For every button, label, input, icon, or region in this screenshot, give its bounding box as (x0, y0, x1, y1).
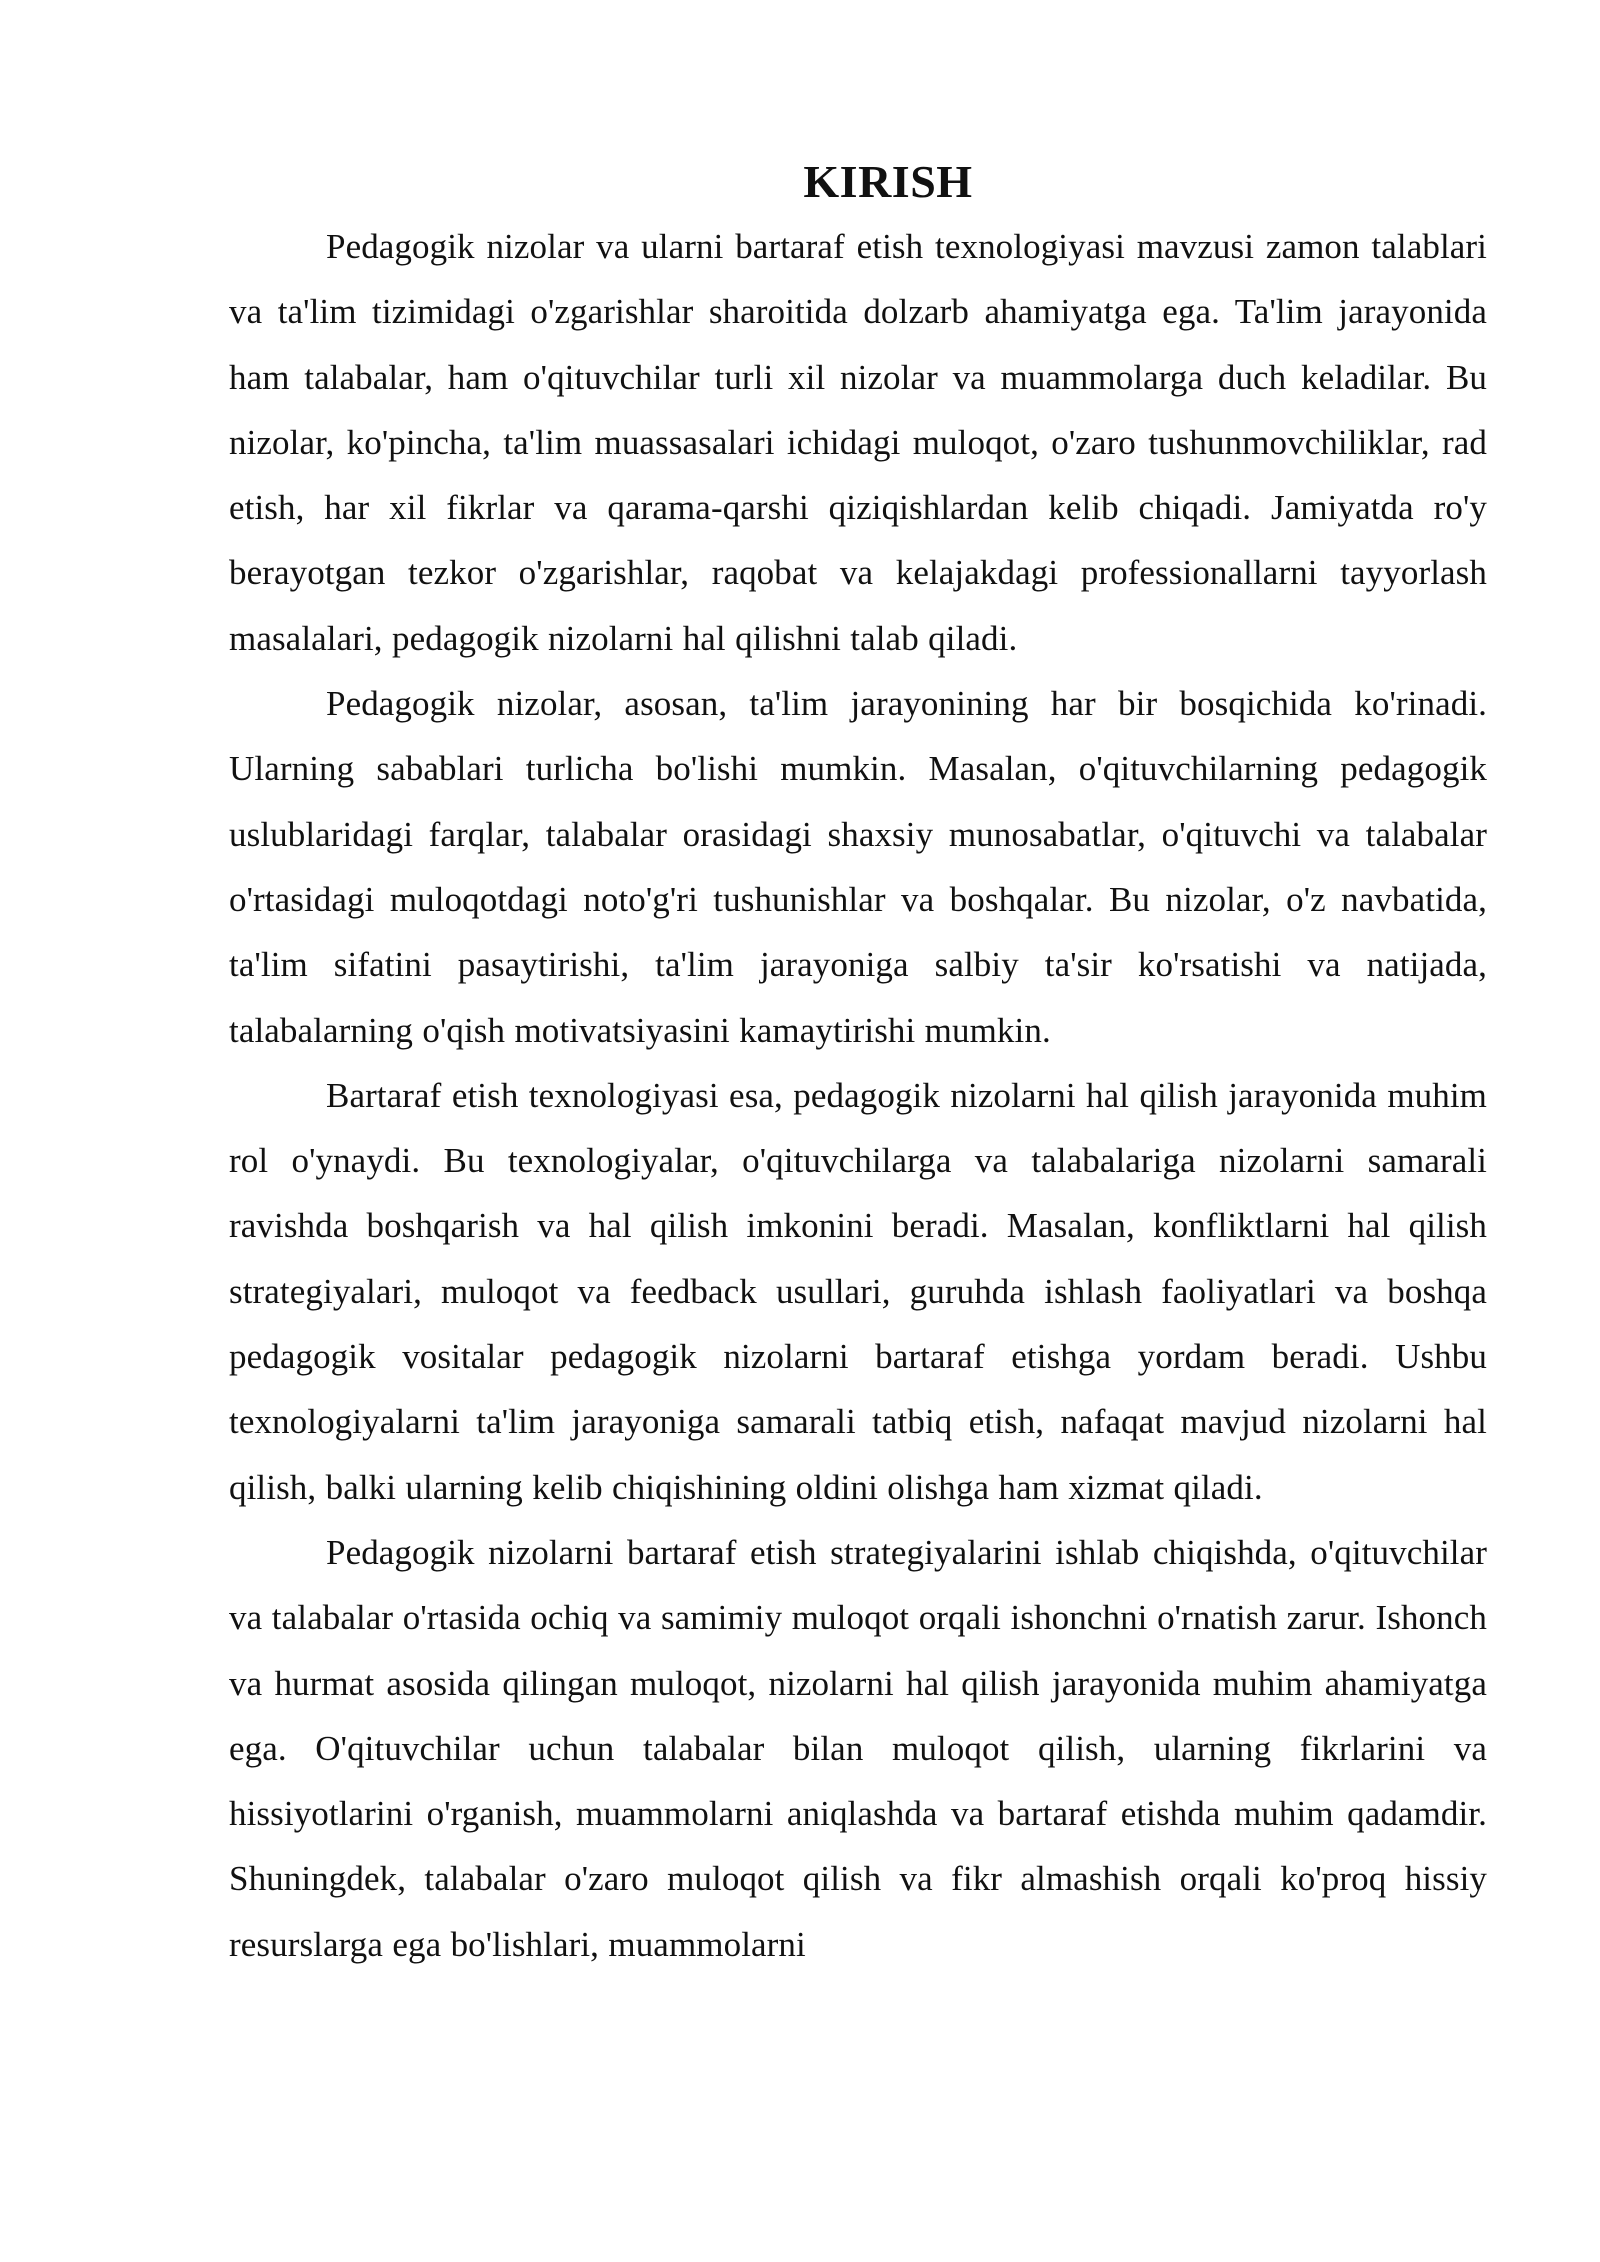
paragraph-4: Pedagogik nizolarni bartaraf etish strategiyalarini ishlab chiqishda, o'qituvchilar va talabalar o'rtasida ochiq va samimiy muloqot orqali ishonchni o'rnatish zarur. Ishonch va hurmat asosida qilingan muloqot, nizolarni hal qilish jarayonida muhim ahamiyatga ega. O'qituvchilar uchun talabalar bilan muloqot qilish, ularning fikrlarini va hissiyotlarini o'rganish, muammolarni aniqlashda va bartaraf etishda muhim qadamdir. Shuningdek, talabalar o'zaro muloqot qilish va fikr almashish orqali ko'proq hissiy resurslarga ega bo'lishlari, muammolarni (229, 1532, 1487, 1964)
paragraph-2: Pedagogik nizolar, asosan, ta'lim jarayonining har bir bosqichida ko'rinadi. Ularning sabablari turlicha bo'lishi mumkin. Masalan, o'qituvchilarning pedagogik uslublaridagi farqlar, talabalar orasidagi shaxsiy munosabatlar, o'qituvchi va talabalar o'rtasidagi muloqotdagi noto'g'ri tushunishlar va boshqalar. Bu nizolar, o'z navbatida, ta'lim sifatini pasaytirishi, ta'lim jarayoniga salbiy ta'sir ko'rsatishi va natijada, talabalarning o'qish motivatsiyasini kamaytirishi mumkin. (229, 684, 1487, 1050)
document-content (229, 150, 1487, 1977)
paragraph-3: Bartaraf etish texnologiyasi esa, pedagogik nizolarni hal qilish jarayonida muhim rol o'ynaydi. Bu texnologiyalar, o'qituvchilarga va talabalariga nizolarni samarali ravishda boshqarish va hal qilish imkonini beradi. Masalan, konfliktlarni hal qilish strategiyalari, muloqot va feedback usullari, guruhda ishlash faoliyatlari va boshqa pedagogik vositalar pedagogik nizolarni bartaraf etishga yordam beradi. Ushbu texnologiyalarni ta'lim jarayoniga samarali tatbiq etish, nafaqat mavjud nizolarni hal qilish, balki ularning kelib chiqishining oldini olishga ham xizmat qiladi. (229, 1075, 1487, 1507)
paragraph-1: Pedagogik nizolar va ularni bartaraf etish texnologiyasi mavzusi zamon talablari va ta'lim tizimidagi o'zgarishlar sharoitida dolzarb ahamiyatga ega. Ta'lim jarayonida ham talabalar, ham o'qituvchilar turli xil nizolar va muammolarga duch keladilar. Bu nizolar, ko'pincha, ta'lim muassasalari ichidagi muloqot, o'zaro tushunmovchiliklar, rad etish, har xil fikrlar va qarama-qarshi qiziqishlardan kelib chiqadi. Jamiyatda ro'y berayotgan tezkor o'zgarishlar, raqobat va kelajakdagi professionallarni tayyorlash masalalari, pedagogik nizolarni hal qilishni talab qiladi. (229, 227, 1487, 658)
page-title: KIRISH (803, 156, 973, 207)
